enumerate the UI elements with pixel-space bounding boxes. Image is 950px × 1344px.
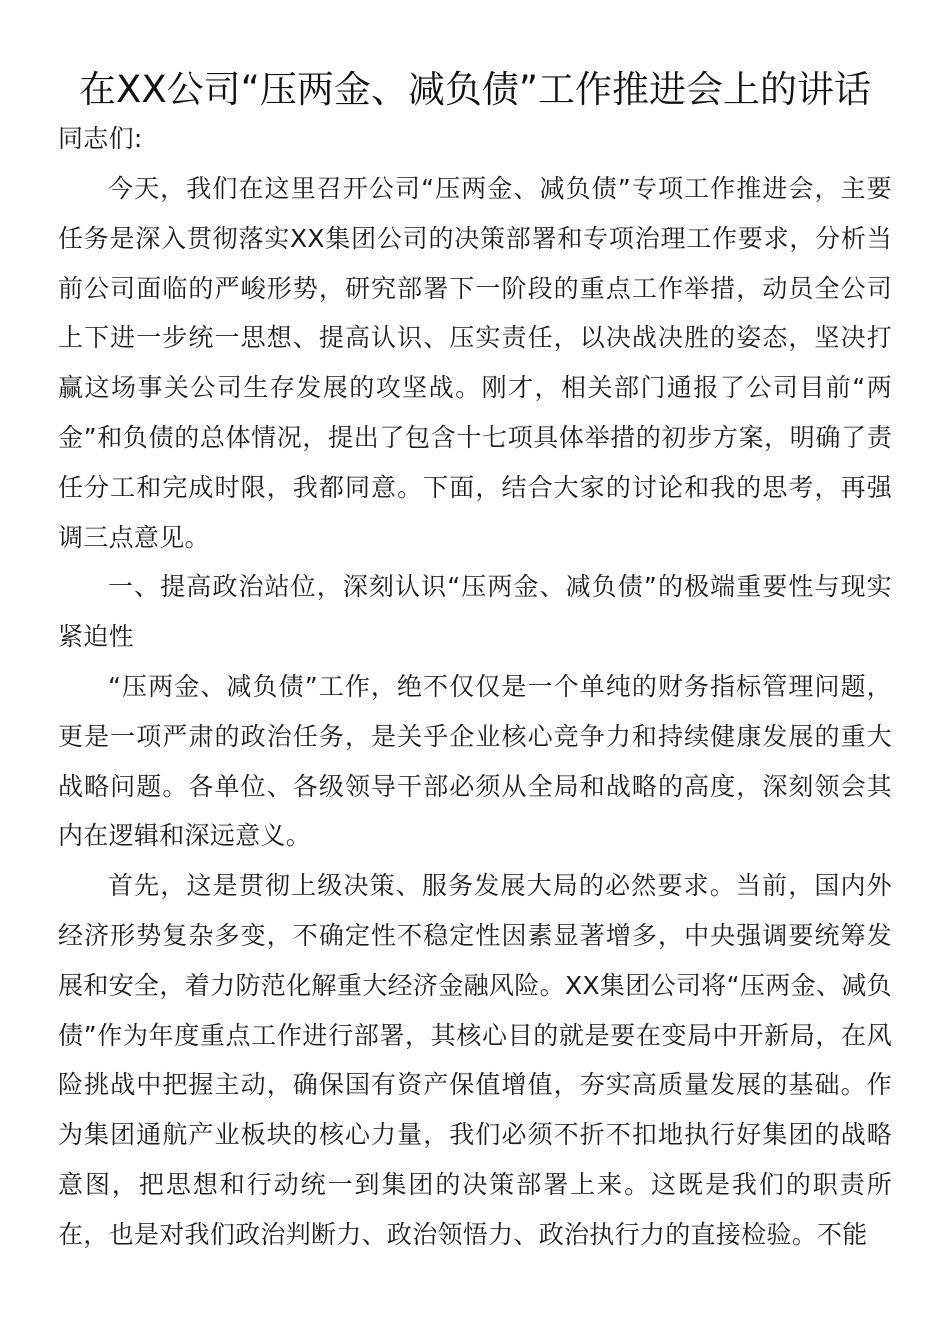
body-paragraph: “压两金、减负债”工作，绝不仅仅是一个单纯的财务指标管理问题，更是一项严肃的政治任务，是关乎企业核心竞争力和持续健康发展的重大战略问题。各单位、各级领导干部必须从全局和战略的高度，深刻领会其内在逻辑和深远意义。	[58, 671, 892, 851]
body-paragraph: 首先，这是贯彻上级决策、服务发展大局的必然要求。当前，国内外经济形势复杂多变，不确定性不稳定性因素显著增多，中央强调要统筹发展和安全，着力防范化解重大经济金融风险。XX集团公司将“压两金、减负债”作为年度重点工作进行部署，其核心目的就是要在变局中开新局，在风险挑战中把握主动，确保国有资产保值增值，夯实高质量发展的基础。作为集团通航产业板块的核心力量，我们必须不折不扣地执行好集团的战略意图，把思想和行动统一到集团的决策部署上来。这既是我们的职责所在，也是对我们政治判断力、政治领悟力、政治执行力的直接检验。不能	[58, 871, 892, 1249]
salutation: 同志们:	[58, 124, 143, 153]
speech-body	[58, 114, 892, 1260]
speech-title: 在XX公司“压两金、减负债”工作推进会上的讲话	[78, 68, 872, 111]
section-heading-one: 一、提高政治站位，深刻认识“压两金、减负债”的极端重要性与现实紧迫性	[58, 572, 892, 652]
intro-paragraph: 今天，我们在这里召开公司“压两金、减负债”专项工作推进会，主要任务是深入贯彻落实XX集团公司的决策部署和专项治理工作要求，分析当前公司面临的严峻形势，研究部署下一阶段的重点工作举措，动员全公司上下进一步统一思想、提高认识、压实责任，以决战决胜的姿态，坚决打赢这场事关公司生存发展的攻坚战。刚才，相关部门通报了公司目前“两金”和负债的总体情况，提出了包含十七项具体举措的初步方案，明确了责任分工和完成时限，我都同意。下面，结合大家的讨论和我的思考，再强调三点意见。	[58, 174, 892, 552]
